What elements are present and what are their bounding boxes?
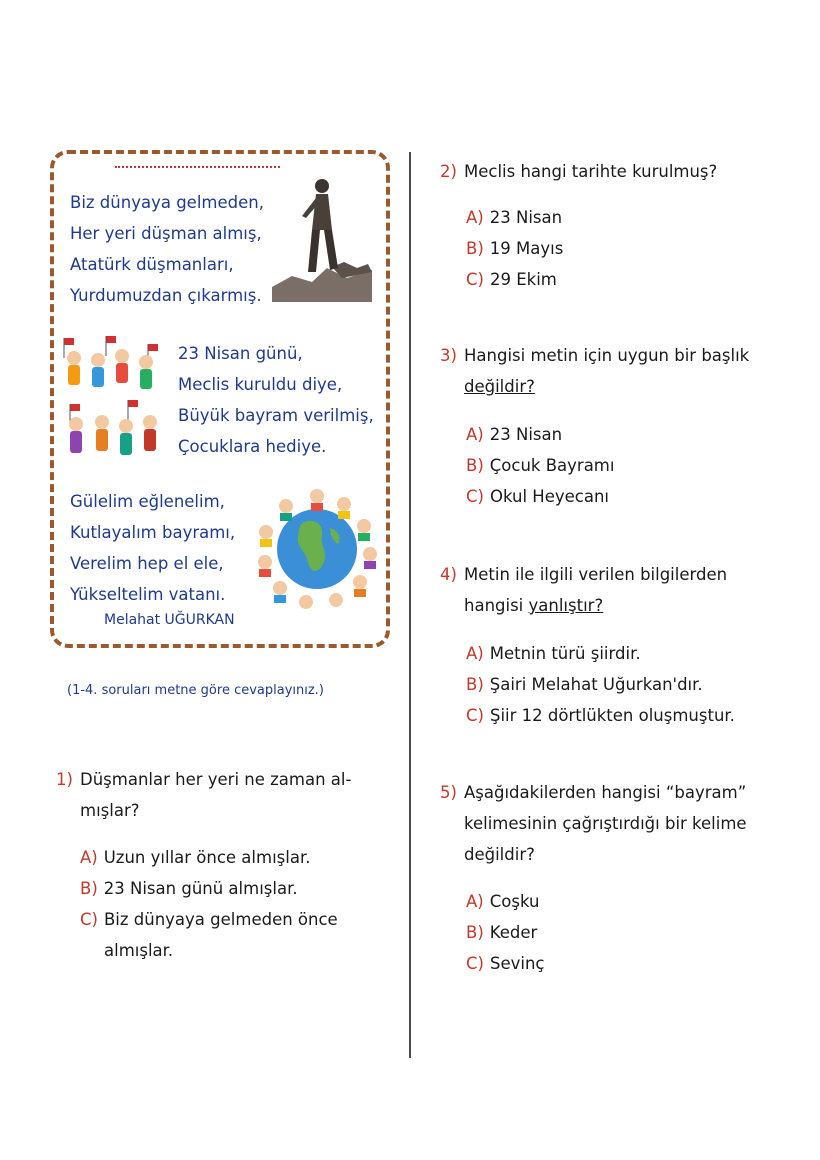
option-a[interactable]	[466, 886, 539, 917]
poem-line: Yurdumuzdan çıkarmış.	[70, 286, 262, 305]
option-a[interactable]	[80, 842, 310, 873]
poem-stanza-2	[178, 338, 374, 462]
option-text: Sevinç	[489, 954, 545, 973]
question-number: 2)	[440, 162, 457, 181]
question-1	[56, 764, 386, 826]
question-text: Meclis hangi tarihte kurulmuş?	[464, 162, 718, 181]
option-letter: A)	[466, 892, 484, 911]
option-letter: C)	[466, 954, 484, 973]
option-a[interactable]	[466, 202, 562, 233]
poem-line: Kutlayalım bayramı,	[70, 523, 236, 542]
option-letter: C)	[466, 706, 484, 725]
poem-line: Gülelim eğlenelim,	[70, 492, 225, 511]
option-a[interactable]	[466, 419, 562, 450]
poem-line: Meclis kuruldu diye,	[178, 375, 343, 394]
poem-line: Yükseltelim vatanı.	[70, 585, 226, 604]
question-emphasis: yanlıştır?	[528, 596, 604, 615]
option-b[interactable]	[466, 669, 703, 700]
column-divider	[409, 152, 411, 1058]
poem-line: Atatürk düşmanları,	[70, 255, 234, 274]
question-text: kelimesinin çağrıştırdığı bir kelime	[464, 814, 747, 833]
question-emphasis: değildir?	[464, 377, 535, 396]
option-a[interactable]	[466, 638, 641, 669]
option-b[interactable]	[466, 450, 614, 481]
option-text: Okul Heyecanı	[489, 487, 609, 506]
option-text: Şiir 12 dörtlükten oluşmuştur.	[489, 706, 735, 725]
question-4	[440, 559, 780, 621]
option-letter: B)	[466, 456, 484, 475]
poem-line: Verelim hep el ele,	[70, 554, 224, 573]
option-letter: A)	[80, 848, 98, 867]
poem-title-blank	[115, 166, 280, 168]
option-c-continued: almışlar.	[104, 941, 174, 960]
option-text: 19 Mayıs	[489, 239, 564, 258]
option-b[interactable]	[466, 233, 563, 264]
poem-stanza-3	[70, 486, 235, 610]
option-letter: C)	[80, 910, 98, 929]
option-letter: B)	[466, 239, 484, 258]
poem-stanza-1	[70, 187, 264, 311]
poet-name: Melahat UĞURKAN	[104, 612, 235, 628]
option-letter: A)	[466, 425, 484, 444]
option-b[interactable]	[80, 873, 298, 904]
question-text: Hangisi metin için uygun bir başlık	[464, 346, 750, 365]
option-text: Uzun yıllar önce almışlar.	[103, 848, 311, 867]
option-text: 29 Ekim	[489, 270, 557, 289]
option-text: Şairi Melahat Uğurkan'dır.	[489, 675, 703, 694]
poem-line: Çocuklara hediye.	[178, 437, 327, 456]
question-2	[440, 156, 717, 187]
question-text: hangisi	[464, 596, 524, 615]
option-letter: C)	[466, 270, 484, 289]
poem-line: Büyük bayram verilmiş,	[178, 406, 374, 425]
world-children-illustration	[252, 484, 382, 614]
option-text: Çocuk Bayramı	[489, 456, 615, 475]
option-c[interactable]	[80, 904, 338, 935]
question-text: mışlar?	[80, 801, 140, 820]
question-3	[440, 340, 780, 402]
option-c[interactable]	[466, 264, 557, 295]
option-text: 23 Nisan	[489, 425, 563, 444]
question-text: Aşağıdakilerden hangisi “bayram”	[464, 783, 747, 802]
option-letter: A)	[466, 208, 484, 227]
option-text: Coşku	[489, 892, 540, 911]
option-text: Biz dünyaya gelmeden önce	[103, 910, 338, 929]
option-letter: A)	[466, 644, 484, 663]
option-c[interactable]	[466, 481, 609, 512]
option-letter: B)	[466, 675, 484, 694]
option-text: Metnin türü şiirdir.	[489, 644, 641, 663]
question-5	[440, 777, 785, 870]
poem-line: Biz dünyaya gelmeden,	[70, 193, 264, 212]
children-flags-illustration	[58, 336, 168, 466]
question-number: 4)	[440, 565, 457, 584]
question-text: Düşmanlar her yeri ne zaman al-	[80, 770, 352, 789]
question-text: Metin ile ilgili verilen bilgilerden	[464, 565, 728, 584]
ataturk-photo	[272, 172, 372, 302]
poem-line: 23 Nisan günü,	[178, 344, 303, 363]
instruction-note: (1-4. soruları metne göre cevaplayınız.)	[67, 683, 324, 698]
question-number: 1)	[56, 770, 73, 789]
question-number: 5)	[440, 783, 457, 802]
question-text: değildir?	[464, 845, 535, 864]
option-c[interactable]	[466, 700, 735, 731]
option-letter: B)	[80, 879, 98, 898]
option-text: Keder	[489, 923, 538, 942]
option-c[interactable]	[466, 948, 544, 979]
option-text: 23 Nisan günü almışlar.	[103, 879, 298, 898]
option-b[interactable]	[466, 917, 537, 948]
question-number: 3)	[440, 346, 457, 365]
option-text: 23 Nisan	[489, 208, 563, 227]
option-letter: B)	[466, 923, 484, 942]
option-letter: C)	[466, 487, 484, 506]
poem-line: Her yeri düşman almış,	[70, 224, 262, 243]
